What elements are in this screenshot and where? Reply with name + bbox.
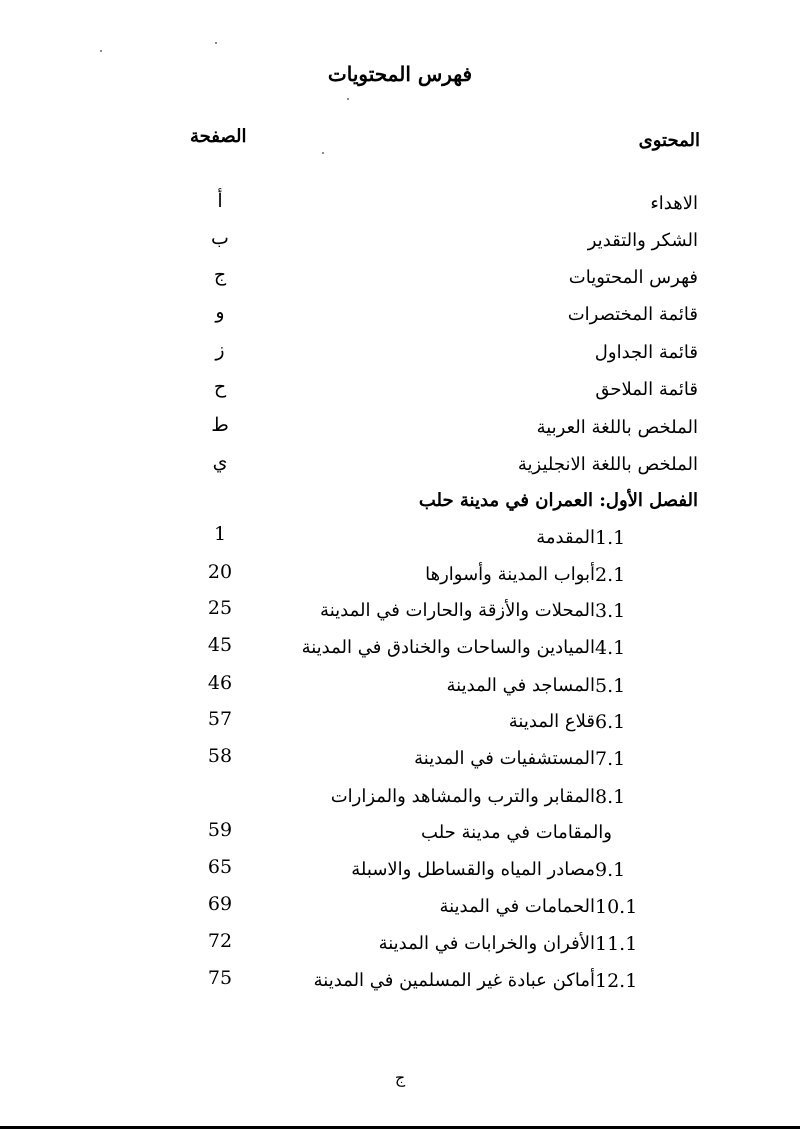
section-number: 10.1 — [595, 896, 638, 918]
section-number: 9.1 — [595, 859, 626, 881]
toc-entry-title: قائمة المختصرات — [567, 304, 698, 325]
toc-entry-page: ح — [213, 376, 227, 398]
scan-speck — [100, 50, 102, 52]
bottom-rule — [0, 1126, 800, 1129]
chapter-heading: الفصل الأول: العمران في مدينة حلب — [418, 490, 698, 511]
section-title: المساجد في المدينة — [446, 675, 595, 696]
section-title: الحمامات في المدينة — [439, 896, 595, 917]
page-column-header: الصفحة — [190, 126, 247, 147]
section-title: المستشفيات في المدينة — [414, 748, 595, 769]
section-number: 6.1 — [595, 711, 626, 733]
section-page: 69 — [207, 893, 233, 915]
toc-entry-title: الملخص باللغة العربية — [536, 417, 698, 438]
section-title: المقدمة — [536, 527, 595, 548]
section-page: 25 — [207, 597, 233, 619]
page-number-footer: ج — [394, 1068, 406, 1087]
toc-entry-title: قائمة الملاحق — [595, 379, 698, 400]
section-number: 2.1 — [595, 564, 626, 586]
section-title: الميادين والساحات والخنادق في المدينة — [301, 637, 595, 658]
section-title: أماكن عبادة غير المسلمين في المدينة — [313, 970, 595, 991]
section-number: 4.1 — [595, 637, 626, 659]
section-page: 65 — [207, 856, 233, 878]
toc-entry-title: قائمة الجداول — [594, 342, 698, 363]
section-title: المحلات والأزقة والحارات في المدينة — [320, 600, 595, 621]
section-page: 72 — [207, 930, 233, 952]
scan-speck — [322, 152, 324, 154]
section-page: 45 — [207, 634, 233, 656]
toc-entry-page: ط — [211, 414, 229, 436]
section-page: 58 — [207, 745, 233, 767]
section-title: أبواب المدينة وأسوارها — [425, 564, 595, 585]
content-column-header: المحتوى — [638, 130, 700, 151]
scan-speck — [347, 98, 349, 100]
section-page: 20 — [207, 561, 233, 583]
section-title-continuation: والمقامات في مدينة حلب — [421, 822, 612, 843]
scan-speck — [215, 42, 217, 44]
toc-entry-page: و — [215, 301, 225, 323]
section-number: 1.1 — [595, 527, 626, 549]
toc-entry-title: فهرس المحتويات — [568, 267, 698, 288]
section-page: 59 — [207, 819, 233, 841]
toc-entry-title: الاهداء — [650, 193, 698, 214]
section-page: 1 — [213, 523, 227, 545]
section-title: قلاع المدينة — [508, 711, 595, 732]
section-number: 11.1 — [595, 933, 638, 955]
toc-entry-page: أ — [217, 190, 223, 212]
section-page: 75 — [207, 967, 233, 989]
toc-entry-title: الشكر والتقدير — [587, 230, 698, 251]
section-title: مصادر المياه والقساطل والاسبلة — [351, 859, 595, 880]
section-title: المقابر والترب والمشاهد والمزارات — [330, 786, 595, 807]
section-title: الأفران والخرابات في المدينة — [378, 933, 595, 954]
section-number: 3.1 — [595, 600, 626, 622]
toc-entry-page: ي — [212, 451, 228, 473]
section-number: 7.1 — [595, 748, 626, 770]
toc-entry-page: ب — [211, 227, 229, 249]
toc-entry-page: ز — [215, 339, 225, 361]
section-number: 12.1 — [595, 970, 638, 992]
section-number: 8.1 — [595, 786, 626, 808]
toc-entry-page: ج — [213, 264, 227, 286]
section-number: 5.1 — [595, 675, 626, 697]
section-page: 46 — [207, 672, 233, 694]
page-title: فهرس المحتويات — [327, 62, 473, 86]
section-page: 57 — [207, 708, 233, 730]
toc-entry-title: الملخص باللغة الانجليزية — [517, 454, 698, 475]
